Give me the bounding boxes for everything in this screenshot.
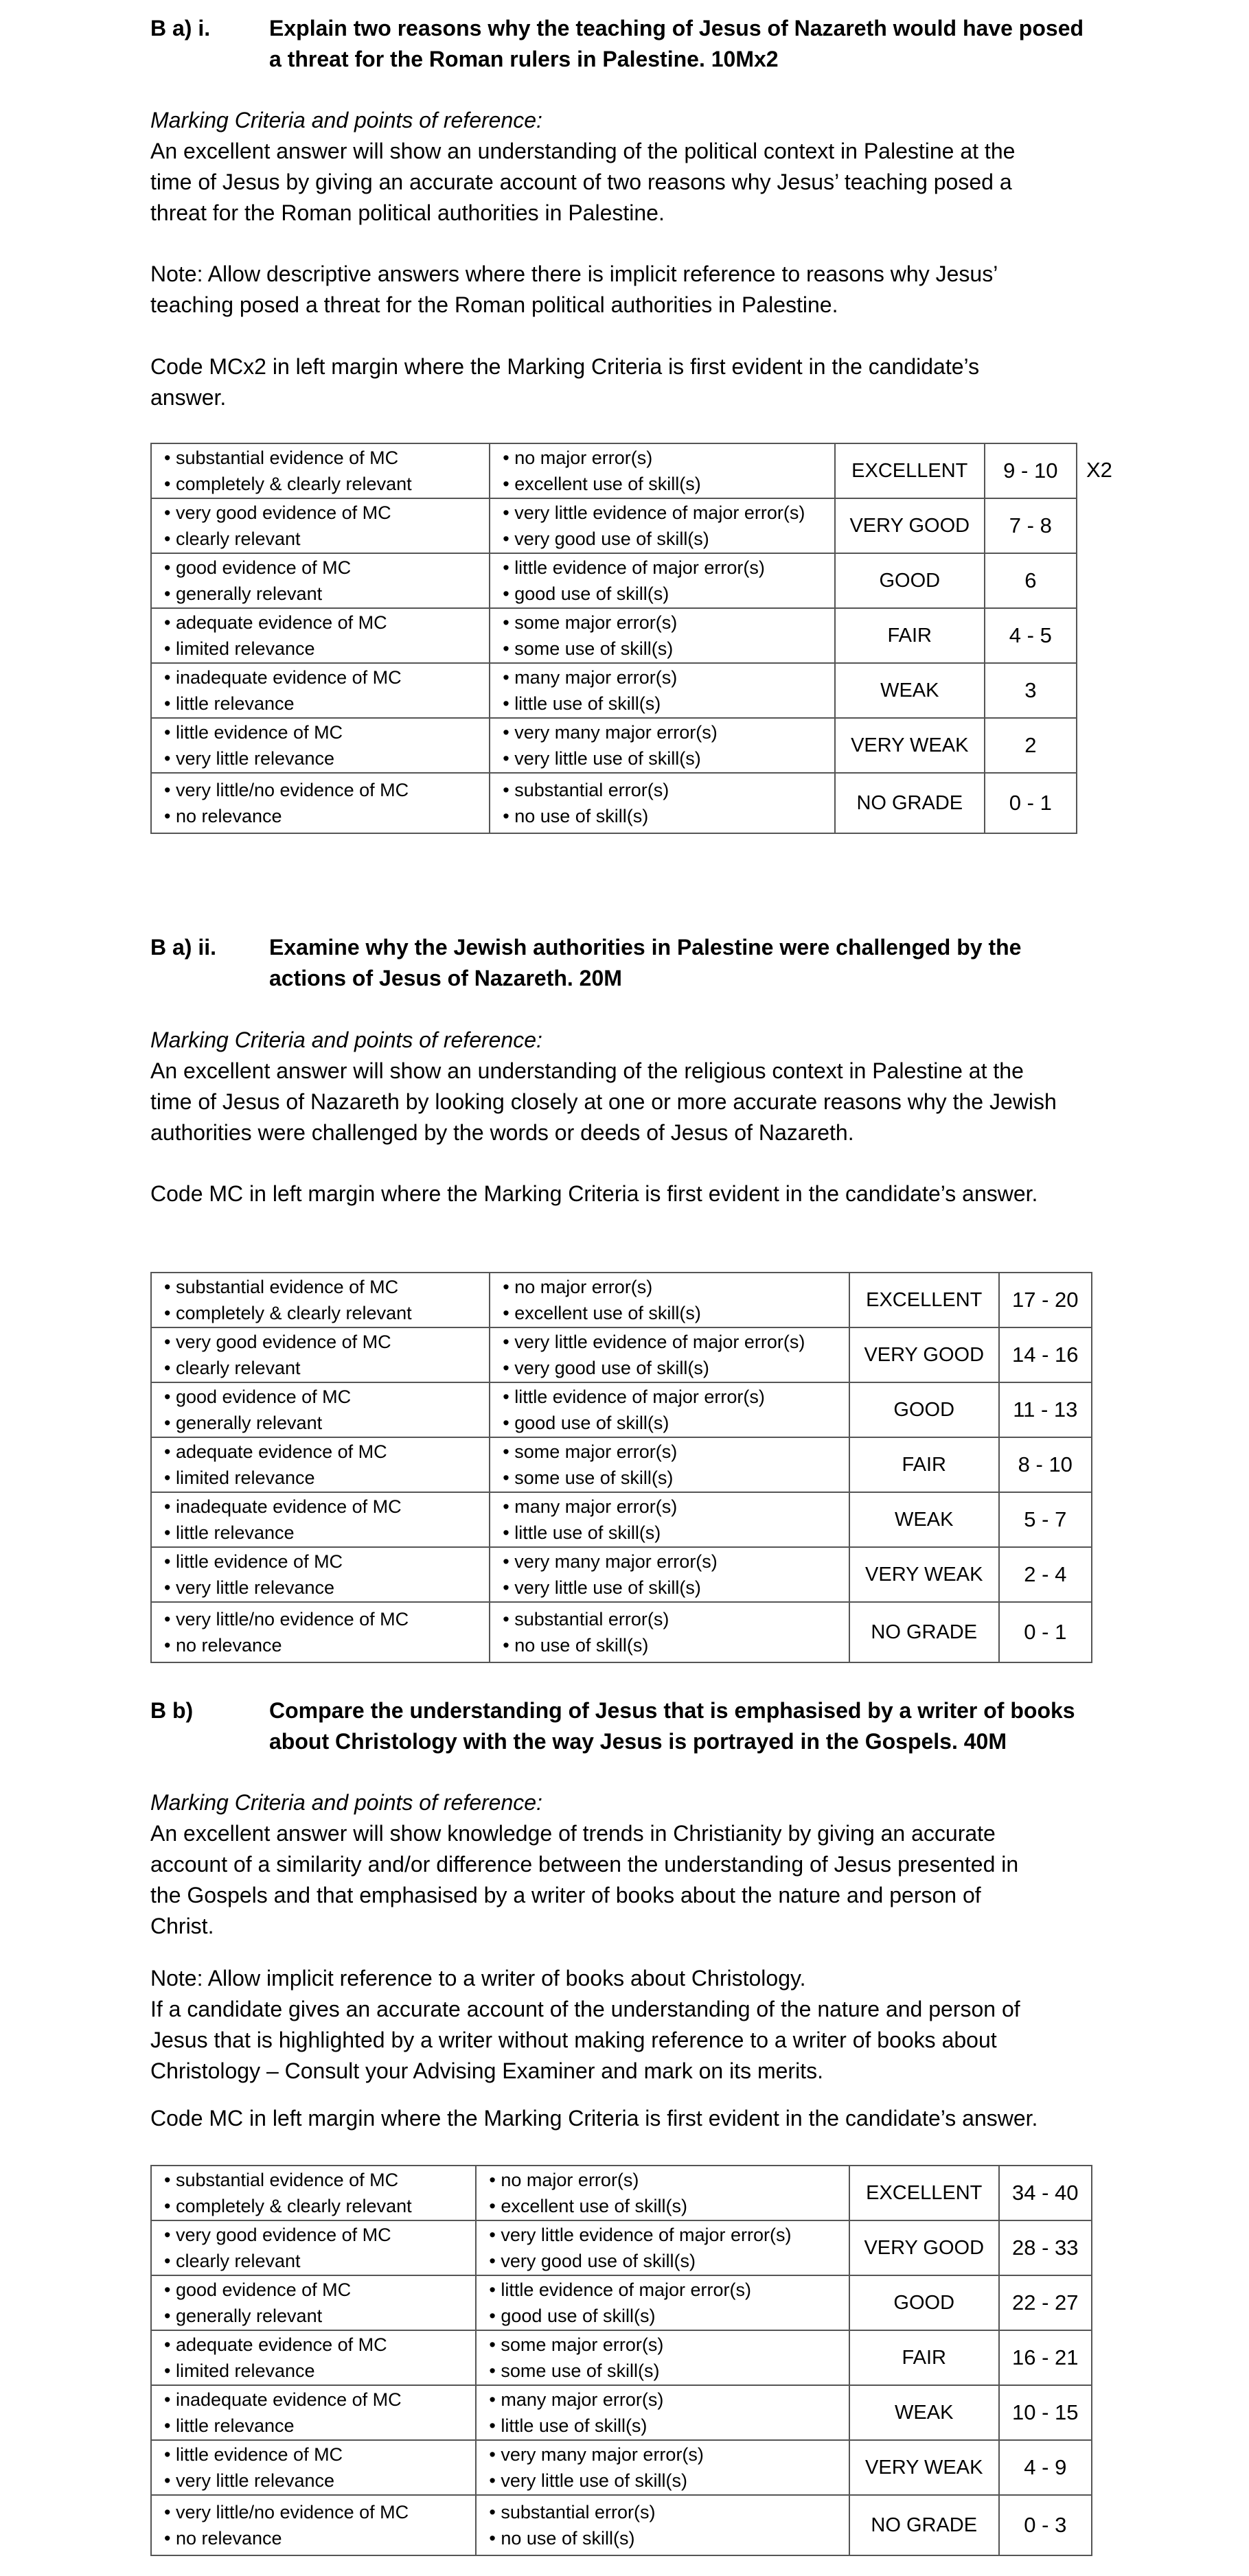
mark-range-cell: 4 - 5: [985, 608, 1077, 663]
mark-range-cell: 9 - 10: [985, 443, 1077, 498]
grade-cell: GOOD: [835, 553, 985, 608]
paragraph-line: teaching posed a threat for the Roman political authorities in Palestine.: [150, 292, 838, 317]
error-skill-item: • excellent use of skill(s): [503, 474, 701, 494]
criteria-text: [150, 1056, 1125, 1148]
evidence-cell: [151, 1547, 490, 1602]
grid-row: [151, 498, 1077, 553]
marking-grid: [150, 443, 1077, 834]
criteria-heading: Marking Criteria and points of reference:: [150, 108, 542, 132]
paragraph-line: Code MCx2 in left margin where the Marking Criteria is first evident in the candidate’s: [150, 354, 980, 379]
question-number: B b): [150, 1698, 194, 1723]
evidence-item: • good evidence of MC: [164, 557, 352, 578]
evidence-item: • clearly relevant: [164, 529, 301, 549]
evidence-item: • limited relevance: [164, 2360, 315, 2381]
error-skill-cell: [490, 443, 835, 498]
error-skill-cell: [490, 1602, 849, 1662]
error-skill-cell: [490, 1273, 849, 1327]
evidence-cell: [151, 2495, 476, 2555]
evidence-cell: [151, 498, 490, 553]
error-skill-cell: [476, 2166, 849, 2220]
grade-cell: EXCELLENT: [849, 1273, 999, 1327]
question-line: Examine why the Jewish authorities in Palestine were challenged by the: [269, 935, 1022, 960]
grade-cell: EXCELLENT: [835, 443, 985, 498]
marking-grid: [150, 1272, 1092, 1663]
error-skill-cell: [490, 608, 835, 663]
mark-range-cell: 5 - 7: [999, 1492, 1092, 1547]
mark-range-cell: 17 - 20: [999, 1273, 1092, 1327]
error-skill-cell: [476, 2440, 849, 2495]
evidence-item: • little evidence of MC: [164, 722, 343, 743]
evidence-item: • generally relevant: [164, 1413, 323, 1433]
error-skill-item: • good use of skill(s): [503, 1413, 669, 1433]
evidence-item: • very good evidence of MC: [164, 1332, 391, 1352]
evidence-cell: [151, 1492, 490, 1547]
grid-row: [151, 443, 1077, 498]
grade-cell: GOOD: [849, 1382, 999, 1437]
paragraph-line: Christology – Consult your Advising Examiner and mark on its merits.: [150, 2058, 823, 2083]
evidence-item: • clearly relevant: [164, 1358, 301, 1378]
error-skill-item: • little use of skill(s): [503, 693, 661, 714]
error-skill-item: • many major error(s): [489, 2389, 664, 2410]
grid-row: [151, 718, 1077, 773]
error-skill-item: • no major error(s): [489, 2170, 639, 2190]
evidence-item: • good evidence of MC: [164, 1386, 352, 1407]
question-line: actions of Jesus of Nazareth. 20M: [269, 966, 622, 990]
error-skill-item: • substantial error(s): [489, 2502, 656, 2522]
grade-cell: WEAK: [835, 663, 985, 718]
error-skill-item: • some major error(s): [489, 2334, 664, 2355]
code-instruction: [150, 2103, 1125, 2134]
error-skill-item: • good use of skill(s): [503, 583, 669, 604]
paragraph-line: Note: Allow implicit reference to a writer of books about Christology.: [150, 1966, 806, 1991]
evidence-cell: [151, 2440, 476, 2495]
paragraph-line: Note: Allow descriptive answers where there is implicit reference to reasons why Jesus’: [150, 262, 998, 286]
error-skill-cell: [490, 1437, 849, 1492]
evidence-item: • little relevance: [164, 1522, 295, 1543]
mark-range-cell: 16 - 21: [999, 2330, 1092, 2385]
error-skill-item: • very good use of skill(s): [503, 529, 709, 549]
evidence-item: • substantial evidence of MC: [164, 448, 399, 468]
criteria-heading: Marking Criteria and points of reference:: [150, 1028, 542, 1052]
grade-cell: NO GRADE: [835, 773, 985, 833]
error-skill-item: • little evidence of major error(s): [503, 1386, 765, 1407]
error-skill-cell: [490, 663, 835, 718]
grade-cell: FAIR: [835, 608, 985, 663]
grid-row: [151, 1602, 1092, 1662]
evidence-item: • no relevance: [164, 1635, 282, 1656]
error-skill-item: • some major error(s): [503, 612, 678, 633]
error-skill-cell: [476, 2495, 849, 2555]
evidence-cell: [151, 2166, 476, 2220]
mark-range-cell: 10 - 15: [999, 2385, 1092, 2440]
evidence-item: • very little relevance: [164, 748, 335, 769]
error-skill-item: • some use of skill(s): [503, 638, 674, 659]
evidence-cell: [151, 608, 490, 663]
error-skill-item: • substantial error(s): [503, 780, 669, 800]
paragraph-line: the Gospels and that emphasised by a writer of books about the nature and person of: [150, 1883, 981, 1907]
question-line: about Christology with the way Jesus is portrayed in the Gospels. 40M: [269, 1729, 1007, 1754]
error-skill-item: • very little evidence of major error(s): [489, 2225, 792, 2245]
error-skill-cell: [476, 2220, 849, 2275]
paragraph-line: time of Jesus of Nazareth by looking closely at one or more accurate reasons why the Jewish: [150, 1089, 1057, 1114]
error-skill-cell: [490, 718, 835, 773]
error-skill-item: • no major error(s): [503, 1277, 653, 1297]
mark-range-cell: 34 - 40: [999, 2166, 1092, 2220]
error-skill-cell: [490, 1382, 849, 1437]
error-skill-item: • very many major error(s): [489, 2444, 704, 2465]
evidence-item: • very little relevance: [164, 2470, 335, 2491]
paragraph-line: account of a similarity and/or difference between the understanding of Jesus presented in: [150, 1852, 1019, 1877]
note-text: [150, 1963, 1125, 2087]
evidence-item: • substantial evidence of MC: [164, 1277, 399, 1297]
grade-cell: EXCELLENT: [849, 2166, 999, 2220]
grid-row: [151, 773, 1077, 833]
error-skill-cell: [490, 773, 835, 833]
mark-range-cell: 8 - 10: [999, 1437, 1092, 1492]
grade-cell: VERY GOOD: [849, 1327, 999, 1382]
evidence-item: • very little/no evidence of MC: [164, 1609, 409, 1629]
evidence-item: • little relevance: [164, 693, 295, 714]
evidence-cell: [151, 773, 490, 833]
multiplier-label: X2: [1086, 458, 1112, 482]
evidence-item: • generally relevant: [164, 583, 323, 604]
error-skill-item: • little evidence of major error(s): [503, 557, 765, 578]
evidence-item: • inadequate evidence of MC: [164, 667, 402, 688]
grade-cell: GOOD: [849, 2275, 999, 2330]
evidence-item: • good evidence of MC: [164, 2279, 352, 2300]
evidence-item: • inadequate evidence of MC: [164, 1496, 402, 1517]
error-skill-item: • good use of skill(s): [489, 2306, 656, 2326]
mark-range-cell: 4 - 9: [999, 2440, 1092, 2495]
grid-row: [151, 2275, 1092, 2330]
error-skill-cell: [476, 2275, 849, 2330]
grid-row: [151, 2440, 1092, 2495]
grid-row: [151, 2220, 1092, 2275]
error-skill-item: • excellent use of skill(s): [489, 2196, 687, 2216]
evidence-item: • very little/no evidence of MC: [164, 2502, 409, 2522]
marking-grid: [150, 2165, 1092, 2556]
evidence-item: • little evidence of MC: [164, 2444, 343, 2465]
grid-row: [151, 663, 1077, 718]
error-skill-item: • excellent use of skill(s): [503, 1303, 701, 1323]
error-skill-cell: [490, 1492, 849, 1547]
error-skill-item: • very little evidence of major error(s): [503, 502, 805, 523]
evidence-item: • very little relevance: [164, 1577, 335, 1598]
paragraph-line: Code MC in left margin where the Marking Criteria is first evident in the candidate’s answer.: [150, 1181, 1038, 1206]
mark-range-cell: 6: [985, 553, 1077, 608]
evidence-item: • limited relevance: [164, 638, 315, 659]
evidence-item: • little evidence of MC: [164, 1551, 343, 1572]
evidence-cell: [151, 2275, 476, 2330]
error-skill-item: • some use of skill(s): [503, 1467, 674, 1488]
mark-range-cell: 7 - 8: [985, 498, 1077, 553]
paragraph-line: threat for the Roman political authorities in Palestine.: [150, 200, 665, 225]
evidence-item: • limited relevance: [164, 1467, 315, 1488]
evidence-cell: [151, 2385, 476, 2440]
grid-row: [151, 2385, 1092, 2440]
error-skill-item: • some major error(s): [503, 1441, 678, 1462]
evidence-item: • adequate evidence of MC: [164, 612, 387, 633]
error-skill-item: • very little use of skill(s): [503, 1577, 701, 1598]
evidence-cell: [151, 718, 490, 773]
evidence-item: • inadequate evidence of MC: [164, 2389, 402, 2410]
paragraph-line: time of Jesus by giving an accurate account of two reasons why Jesus’ teaching posed a: [150, 170, 1012, 194]
note-text: [150, 259, 1125, 321]
grid-row: [151, 2330, 1092, 2385]
question-number: B a) i.: [150, 16, 211, 40]
question-text: [269, 1695, 1162, 1757]
evidence-cell: [151, 1602, 490, 1662]
question-line: Compare the understanding of Jesus that is emphasised by a writer of books: [269, 1698, 1075, 1723]
evidence-cell: [151, 1382, 490, 1437]
evidence-cell: [151, 1273, 490, 1327]
grid-row: [151, 1547, 1092, 1602]
error-skill-item: • very little evidence of major error(s): [503, 1332, 805, 1352]
evidence-item: • substantial evidence of MC: [164, 2170, 399, 2190]
grid-row: [151, 2495, 1092, 2555]
evidence-cell: [151, 2220, 476, 2275]
grid-row: [151, 1327, 1092, 1382]
error-skill-item: • very good use of skill(s): [489, 2251, 696, 2271]
grid-row: [151, 553, 1077, 608]
code-instruction: [150, 1179, 1125, 1209]
evidence-item: • very good evidence of MC: [164, 2225, 391, 2245]
evidence-cell: [151, 443, 490, 498]
evidence-item: • completely & clearly relevant: [164, 1303, 412, 1323]
error-skill-item: • many major error(s): [503, 1496, 678, 1517]
evidence-item: • no relevance: [164, 806, 282, 826]
question-text: [269, 932, 1162, 994]
grade-cell: VERY WEAK: [849, 1547, 999, 1602]
evidence-item: • clearly relevant: [164, 2251, 301, 2271]
question-number: B a) ii.: [150, 935, 217, 960]
mark-range-cell: 2 - 4: [999, 1547, 1092, 1602]
evidence-item: • completely & clearly relevant: [164, 474, 412, 494]
evidence-item: • little relevance: [164, 2415, 295, 2436]
error-skill-item: • no major error(s): [503, 448, 653, 468]
evidence-item: • adequate evidence of MC: [164, 2334, 387, 2355]
mark-range-cell: 3: [985, 663, 1077, 718]
error-skill-item: • little use of skill(s): [503, 1522, 661, 1543]
evidence-item: • very little/no evidence of MC: [164, 780, 409, 800]
error-skill-item: • little evidence of major error(s): [489, 2279, 751, 2300]
evidence-item: • very good evidence of MC: [164, 502, 391, 523]
mark-range-cell: 0 - 3: [999, 2495, 1092, 2555]
grid-body: [151, 1273, 1092, 1662]
grid-row: [151, 2166, 1092, 2220]
error-skill-item: • very many major error(s): [503, 1551, 718, 1572]
evidence-cell: [151, 553, 490, 608]
code-instruction: [150, 351, 1125, 413]
grade-cell: NO GRADE: [849, 1602, 999, 1662]
mark-range-cell: 28 - 33: [999, 2220, 1092, 2275]
grade-cell: NO GRADE: [849, 2495, 999, 2555]
mark-range-cell: 2: [985, 718, 1077, 773]
error-skill-item: • very many major error(s): [503, 722, 718, 743]
grid-row: [151, 608, 1077, 663]
grade-cell: VERY GOOD: [835, 498, 985, 553]
grade-cell: WEAK: [849, 2385, 999, 2440]
grade-cell: FAIR: [849, 2330, 999, 2385]
grade-cell: VERY WEAK: [835, 718, 985, 773]
paragraph-line: Code MC in left margin where the Marking Criteria is first evident in the candidate’s answer.: [150, 2106, 1038, 2131]
criteria-heading: Marking Criteria and points of reference:: [150, 1790, 542, 1815]
error-skill-cell: [490, 498, 835, 553]
error-skill-item: • some use of skill(s): [489, 2360, 660, 2381]
question-text: [269, 13, 1162, 75]
criteria-text: [150, 1818, 1125, 1942]
error-skill-item: • no use of skill(s): [503, 1635, 649, 1656]
paragraph-line: Christ.: [150, 1914, 214, 1938]
grid-row: [151, 1437, 1092, 1492]
error-skill-cell: [490, 553, 835, 608]
evidence-item: • adequate evidence of MC: [164, 1441, 387, 1462]
grid-row: [151, 1492, 1092, 1547]
grid-body: [151, 443, 1077, 833]
evidence-cell: [151, 1437, 490, 1492]
paragraph-line: An excellent answer will show an understanding of the religious context in Palestine at the: [150, 1058, 1024, 1083]
grade-cell: FAIR: [849, 1437, 999, 1492]
error-skill-item: • no use of skill(s): [503, 806, 649, 826]
paragraph-line: Jesus that is highlighted by a writer without making reference to a writer of books about: [150, 2028, 997, 2052]
paragraph-line: If a candidate gives an accurate account of the understanding of the nature and person of: [150, 1997, 1020, 2021]
paragraph-line: An excellent answer will show knowledge of trends in Christianity by giving an accurate: [150, 1821, 996, 1846]
evidence-item: • generally relevant: [164, 2306, 323, 2326]
paragraph-line: An excellent answer will show an understanding of the political context in Palestine at the: [150, 139, 1016, 163]
grade-cell: VERY WEAK: [849, 2440, 999, 2495]
error-skill-cell: [490, 1327, 849, 1382]
grade-cell: WEAK: [849, 1492, 999, 1547]
mark-range-cell: 22 - 27: [999, 2275, 1092, 2330]
error-skill-item: • no use of skill(s): [489, 2528, 635, 2549]
error-skill-item: • little use of skill(s): [489, 2415, 648, 2436]
grade-cell: VERY GOOD: [849, 2220, 999, 2275]
paragraph-line: authorities were challenged by the words or deeds of Jesus of Nazareth.: [150, 1120, 854, 1145]
error-skill-item: • many major error(s): [503, 667, 678, 688]
error-skill-item: • very little use of skill(s): [503, 748, 701, 769]
mark-range-cell: 0 - 1: [999, 1602, 1092, 1662]
mark-range-cell: 14 - 16: [999, 1327, 1092, 1382]
grid-row: [151, 1382, 1092, 1437]
question-line: Explain two reasons why the teaching of Jesus of Nazareth would have posed: [269, 16, 1084, 40]
mark-range-cell: 0 - 1: [985, 773, 1077, 833]
error-skill-item: • very good use of skill(s): [503, 1358, 709, 1378]
evidence-cell: [151, 2330, 476, 2385]
question-line: a threat for the Roman rulers in Palestine. 10Mx2: [269, 47, 779, 71]
evidence-item: • completely & clearly relevant: [164, 2196, 412, 2216]
paragraph-line: answer.: [150, 385, 227, 410]
error-skill-item: • substantial error(s): [503, 1609, 669, 1629]
evidence-cell: [151, 663, 490, 718]
error-skill-cell: [490, 1547, 849, 1602]
error-skill-cell: [476, 2385, 849, 2440]
criteria-text: [150, 136, 1125, 229]
evidence-cell: [151, 1327, 490, 1382]
evidence-item: • no relevance: [164, 2528, 282, 2549]
grid-body: [151, 2166, 1092, 2555]
mark-range-cell: 11 - 13: [999, 1382, 1092, 1437]
error-skill-item: • very little use of skill(s): [489, 2470, 687, 2491]
grid-row: [151, 1273, 1092, 1327]
error-skill-cell: [476, 2330, 849, 2385]
